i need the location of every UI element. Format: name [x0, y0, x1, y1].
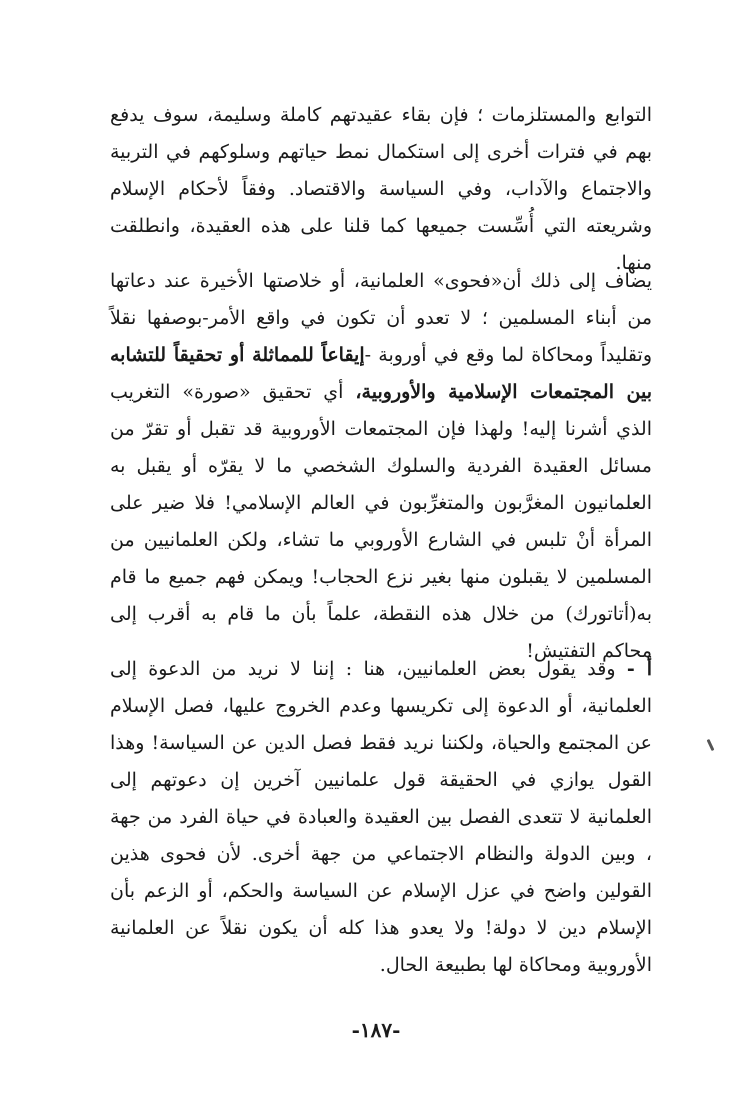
paragraph-2 — [110, 263, 652, 670]
paragraph-3-text: وقد يقول بعض العلمانيين، هنا : إننا لا نريد من الدعوة إلى العلمانية، أو الدعوة إلى تكريسها وعدم الخروج عليها، فصل الإسلام عن المجتمع والحياة، ولكننا نريد فقط فصل الدين عن السياسة! وهذا القول يوازي في الحقيقة قول علمانيين آخرين إن دعوتهم إلى العلمانية لا تتعدى الفصل بين العقيدة والعبادة في حياة الفرد من جهة ، وبين الدولة والنظام الاجتماعي من جهة أخرى. لأن فحوى هذين القولين واضح في عزل الإسلام عن السياسة والحكم، أو الزعم بأن الإسلام دين لا دولة! ولا يعدو هذا كله أن يكون نقلاً عن العلمانية الأوروبية ومحاكاة لها بطبيعة الحال. — [110, 658, 652, 976]
paragraph-3 — [110, 651, 652, 984]
page-number: -١٨٧- — [351, 1018, 401, 1042]
paragraph-2-text-part2: أي تحقيق «صورة» التغريب الذي أشرنا إليه! ولهذا فإن المجتمعات الأوروبية قد تقبل أو تقرّ من مسائل العقيدة الفردية والسلوك الشخصي ما لا يقرّه أو يقبل به العلمانيون المغرَّبون والمتغرِّبون في العالم الإسلامي! فلا ضير على المرأة أنْ تلبس في الشارع الأوروبي ما تشاء، ولكن العلمانيين من المسلمين لا يقبلون منها بغير نزع الحجاب! ويمكن فهم جميع ما قام به(أتاتورك) من خلال هذه النقطة، علماً بأن ما قام به أقرب إلى محاكم التفتيش! — [110, 381, 652, 662]
paragraph-1-text: التوابع والمستلزمات ؛ فإن بقاء عقيدتهم كاملة وسليمة، سوف يدفع بهم في فترات أخرى إلى استكمال نمط حياتهم وسلوكهم في التربية والاجتماع والآداب، وفي السياسة والاقتصاد. وفقاً لأحكام الإسلام وشريعته التي أُسِّست جميعها كما قلنا على هذه العقيدة، وانطلقت منها. — [110, 104, 652, 274]
margin-mark — [707, 739, 715, 751]
paragraph-2-text-part1: يضاف إلى ذلك أن«فحوى» العلمانية، أو خلاصتها الأخيرة عند دعاتها من أبناء المسلمين ؛ لا تعدو أن تكون في واقع الأمر-بوصفها نقلاً وتقليداً ومحاكاة لما وقع في أوروبة - — [110, 270, 652, 366]
section-marker: أ - — [626, 658, 652, 680]
paragraph-2-bold-text: إيقاعاً للمماثلة أو تحقيقاً للتشابه بين المجتمعات الإسلامية والأوروبية، — [110, 344, 652, 403]
paragraph-1 — [110, 97, 652, 282]
